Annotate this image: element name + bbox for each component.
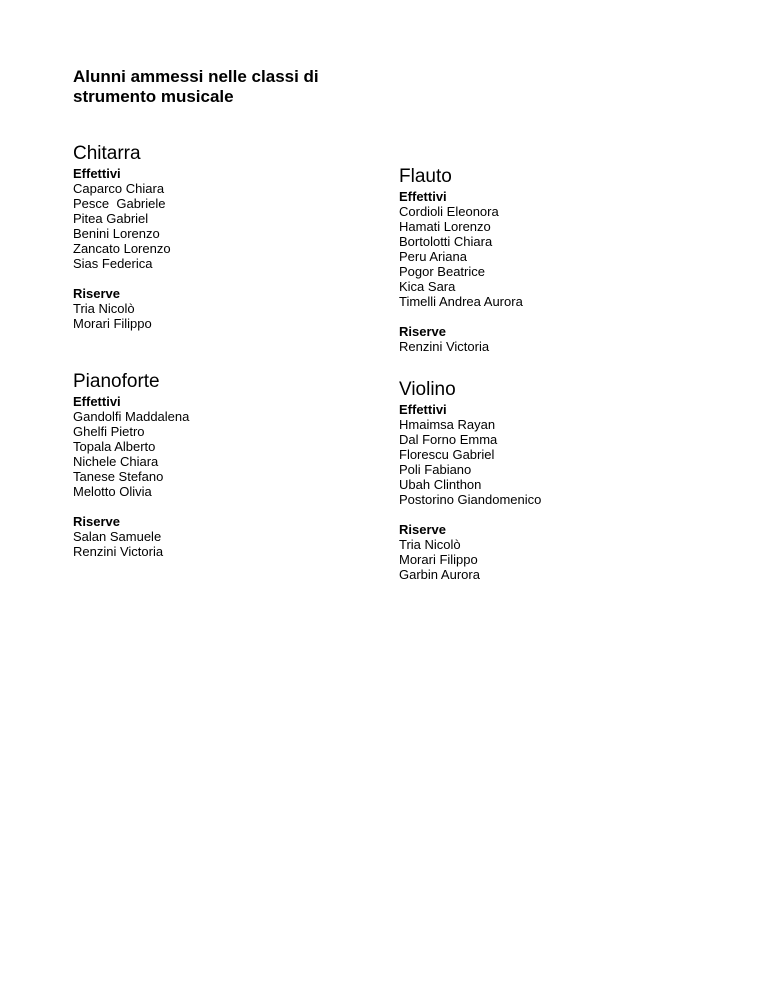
list-item: Melotto Olivia (73, 484, 152, 499)
section-flauto (399, 166, 699, 354)
list-item: Renzini Victoria (399, 339, 490, 354)
riserve-list-pianoforte (73, 529, 373, 559)
riserve-list-chitarra (73, 301, 373, 331)
list-item: Caparco Chiara (73, 181, 165, 196)
section-title-chitarra: Chitarra (73, 143, 141, 164)
list-item: Topala Alberto (73, 439, 156, 454)
effettivi-heading-pianoforte: Effettivi (73, 394, 121, 409)
riserve-heading-chitarra: Riserve (73, 286, 120, 301)
riserve-heading-violino: Riserve (399, 522, 446, 537)
document-title-line-1: Alunni ammessi nelle classi di (73, 67, 319, 86)
section-title-pianoforte: Pianoforte (73, 371, 160, 392)
list-item: Tanese Stefano (73, 469, 164, 484)
list-item: Cordioli Eleonora (399, 204, 499, 219)
document-title (73, 67, 373, 107)
effettivi-heading-violino: Effettivi (399, 402, 447, 417)
list-item: Morari Filippo (73, 316, 152, 331)
section-title-violino: Violino (399, 379, 456, 400)
list-item: Kica Sara (399, 279, 456, 294)
list-item: Dal Forno Emma (399, 432, 498, 447)
list-item: Hmaimsa Rayan (399, 417, 496, 432)
riserve-heading-pianoforte: Riserve (73, 514, 120, 529)
riserve-heading-flauto: Riserve (399, 324, 446, 339)
riserve-list-flauto (399, 339, 699, 354)
list-item: Peru Ariana (399, 249, 467, 264)
list-item: Timelli Andrea Aurora (399, 294, 523, 309)
list-item: Nichele Chiara (73, 454, 159, 469)
list-item: Tria Nicolò (399, 537, 461, 552)
list-item: Sias Federica (73, 256, 153, 271)
effettivi-heading-flauto: Effettivi (399, 189, 447, 204)
list-item: Bortolotti Chiara (399, 234, 493, 249)
list-item: Garbin Aurora (399, 567, 480, 582)
section-title-flauto: Flauto (399, 166, 452, 187)
list-item: Postorino Giandomenico (399, 492, 542, 507)
list-item: Gandolfi Maddalena (73, 409, 190, 424)
list-item: Poli Fabiano (399, 462, 472, 477)
spacer (399, 507, 699, 522)
list-item: Hamati Lorenzo (399, 219, 491, 234)
list-item: Pogor Beatrice (399, 264, 485, 279)
list-item: Ubah Clinthon (399, 477, 482, 492)
spacer (73, 499, 373, 514)
list-item: Benini Lorenzo (73, 226, 160, 241)
list-item: Pitea Gabriel (73, 211, 149, 226)
section-pianoforte (73, 371, 373, 559)
list-item: Tria Nicolò (73, 301, 135, 316)
document-title-line-2: strumento musicale (73, 87, 234, 106)
list-item: Zancato Lorenzo (73, 241, 171, 256)
list-item: Pesce Gabriele (73, 196, 166, 211)
list-item: Salan Samuele (73, 529, 162, 544)
effettivi-list-flauto (399, 204, 699, 309)
list-item: Renzini Victoria (73, 544, 164, 559)
effettivi-list-chitarra (73, 181, 373, 271)
spacer (399, 309, 699, 324)
section-violino (399, 379, 699, 582)
list-item: Ghelfi Pietro (73, 424, 145, 439)
effettivi-list-pianoforte (73, 409, 373, 499)
list-item: Morari Filippo (399, 552, 478, 567)
effettivi-list-violino (399, 417, 699, 507)
spacer (73, 271, 373, 286)
effettivi-heading-chitarra: Effettivi (73, 166, 121, 181)
riserve-list-violino (399, 537, 699, 582)
list-item: Florescu Gabriel (399, 447, 495, 462)
section-chitarra (73, 143, 373, 331)
